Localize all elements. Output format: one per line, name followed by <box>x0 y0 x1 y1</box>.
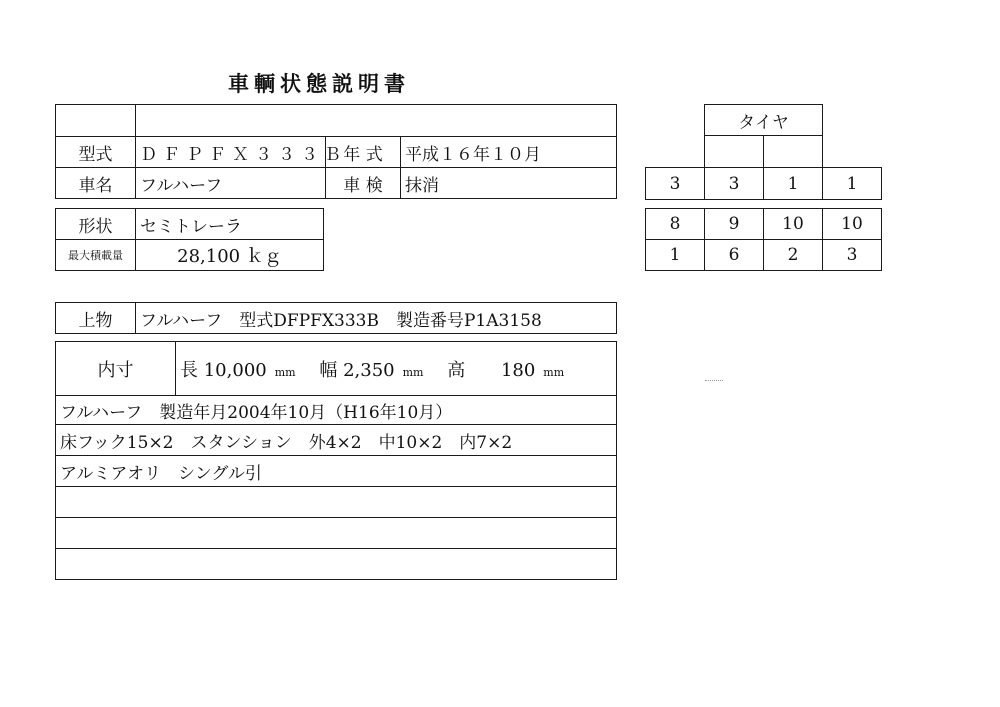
tire-blank-cell <box>705 136 764 168</box>
dimensions-notes-table <box>55 341 617 580</box>
length-unit: mm <box>274 365 296 379</box>
shape-value: セミトレーラ <box>136 209 324 240</box>
length-label: 長 <box>180 359 198 381</box>
header-blank-cell <box>56 105 136 137</box>
scan-speck <box>705 380 723 383</box>
note-line <box>56 487 617 518</box>
body-item-table <box>55 302 617 334</box>
inner-dimensions-label: 内寸 <box>56 342 176 396</box>
inspection-label: 車 検 <box>326 168 401 199</box>
vehicle-info-table <box>55 104 617 199</box>
width-value: 2,350 <box>343 359 395 381</box>
year-label: 年 式 <box>326 137 401 168</box>
note-line: 床フック15×2 スタンション 外4×2 中10×2 内7×2 <box>56 425 617 456</box>
tire-cell: 10 <box>764 209 823 240</box>
inner-dimensions-values <box>176 342 617 396</box>
tire-cell: 10 <box>823 209 882 240</box>
tire-table-lower <box>645 208 882 271</box>
width-unit: mm <box>402 365 424 379</box>
vehicle-name-label: 車名 <box>56 168 136 199</box>
note-line <box>56 549 617 580</box>
model-value: ＤＦＰＦＸ３３３Ｂ <box>136 137 326 168</box>
body-item-value: フルハーフ 型式DFPFX333B 製造番号P1A3158 <box>136 303 617 334</box>
shape-label: 形状 <box>56 209 136 240</box>
max-load-label: 最大積載量 <box>56 240 136 271</box>
model-label: 型式 <box>56 137 136 168</box>
inspection-value: 抹消 <box>401 168 617 199</box>
height-unit: mm <box>543 365 565 379</box>
note-line <box>56 518 617 549</box>
width-label: 幅 <box>319 359 338 381</box>
tire-cell: 3 <box>705 168 764 200</box>
tire-cell: 3 <box>646 168 705 200</box>
vehicle-name-value: フルハーフ <box>136 168 326 199</box>
tire-cell: 1 <box>823 168 882 200</box>
max-load-value: 28,100 ｋｇ <box>136 240 324 271</box>
note-line: アルミアオリ シングル引 <box>56 456 617 487</box>
tire-cell: 1 <box>764 168 823 200</box>
height-label: 高 <box>447 359 466 381</box>
tire-cell: 1 <box>646 240 705 271</box>
tire-cell: 6 <box>705 240 764 271</box>
body-item-label: 上物 <box>56 303 136 334</box>
tire-blank-cell <box>764 136 823 168</box>
tire-table <box>645 104 882 200</box>
tire-cell: 9 <box>705 209 764 240</box>
height-value: 180 <box>500 359 536 381</box>
header-value-cell <box>136 105 617 137</box>
year-value: 平成１６年１０月 <box>401 137 617 168</box>
shape-table <box>55 208 324 271</box>
tire-cell: 8 <box>646 209 705 240</box>
note-line: フルハーフ 製造年月2004年10月（H16年10月） <box>56 396 617 425</box>
tire-header: タイヤ <box>705 105 823 136</box>
tire-cell: 3 <box>823 240 882 271</box>
document-title: 車輌状態説明書 <box>228 71 410 96</box>
length-value: 10,000 <box>203 359 267 381</box>
tire-cell: 2 <box>764 240 823 271</box>
